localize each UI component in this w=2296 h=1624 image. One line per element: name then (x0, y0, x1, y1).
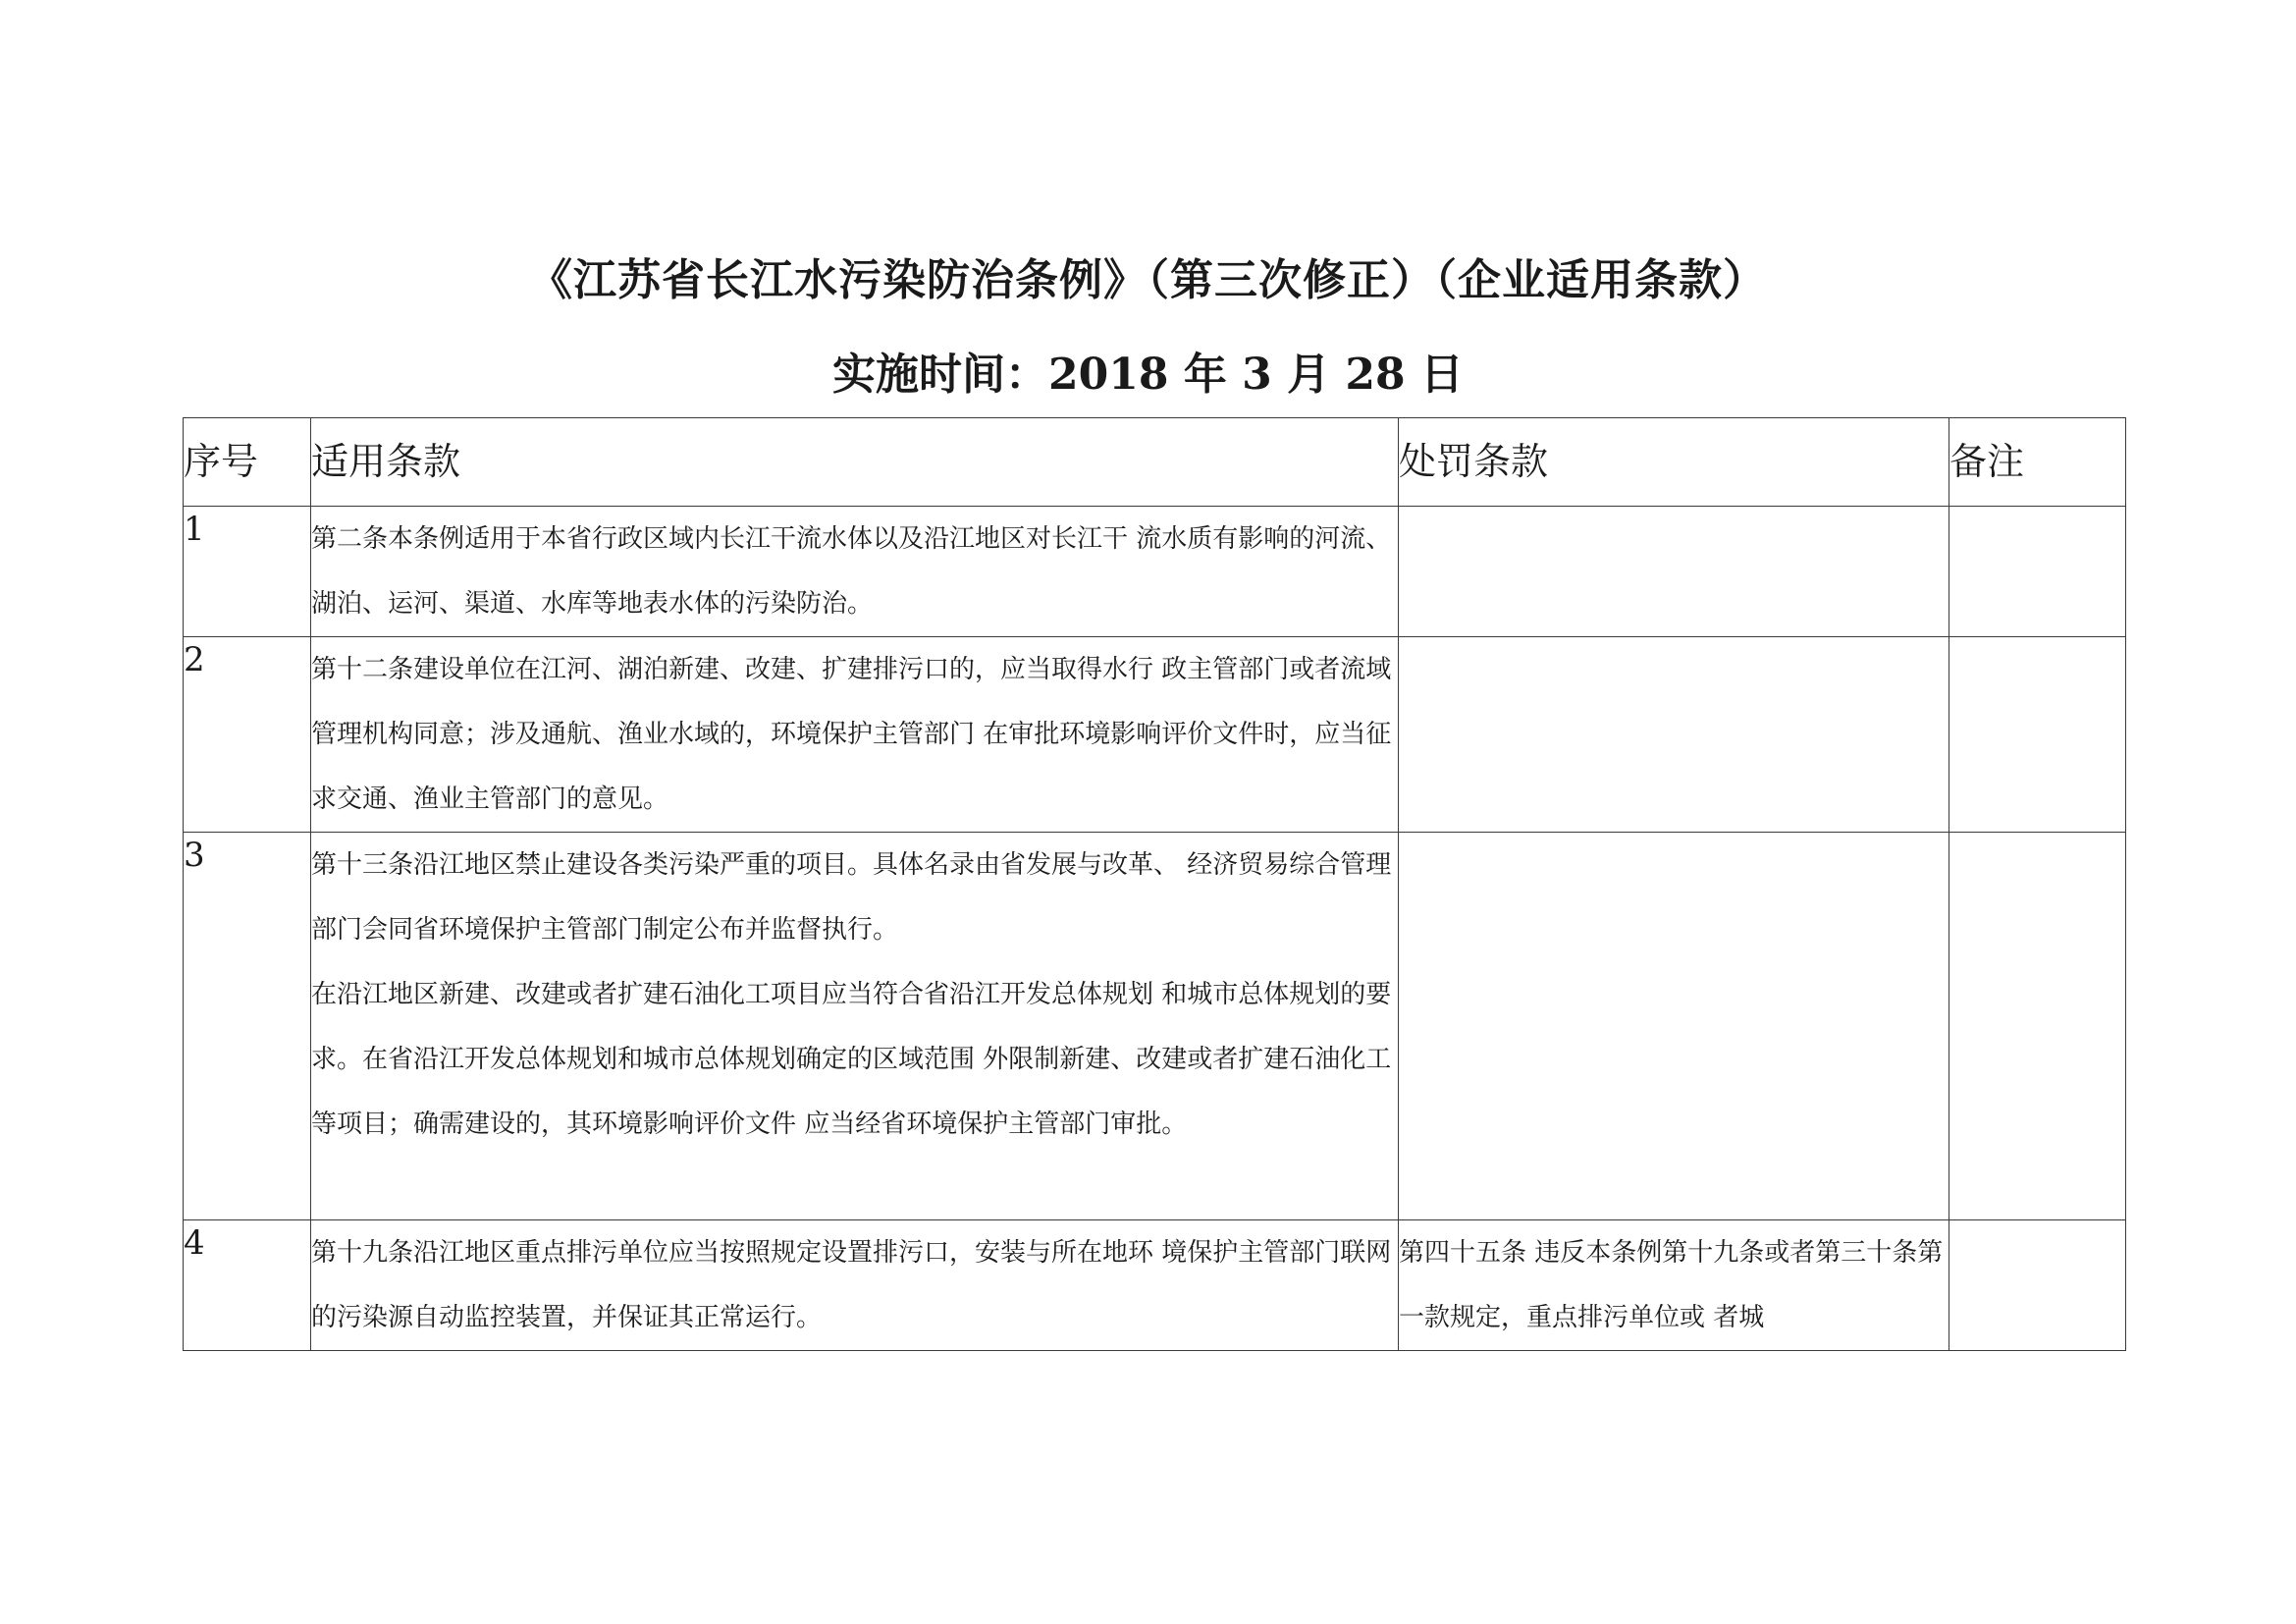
clause-paragraph: 第十九条沿江地区重点排污单位应当按照规定设置排污口，安装与所在地环 境保护主管部门联网的污染源自动监控装置，并保证其正常运行。 (311, 1238, 1392, 1332)
row-number: 4 (184, 1220, 311, 1351)
document-subtitle: 实施时间：2018 年 3 月 28 日 (832, 350, 1464, 400)
table-row (184, 637, 2126, 833)
clause-paragraph: 第十三条沿江地区禁止建设各类污染严重的项目。具体名录由省发展与改革、 经济贸易综合管理部门会同省环境保护主管部门制定公布并监督执行。 (311, 850, 1392, 945)
note-cell (1949, 1220, 2126, 1351)
clause-cell (311, 637, 1399, 833)
table-row (184, 507, 2126, 637)
header-penalty: 处罚条款 (1399, 418, 1949, 507)
clause-paragraph: 在沿江地区新建、改建或者扩建石油化工项目应当符合省沿江开发总体规划 和城市总体规划的要求。在省沿江开发总体规划和城市总体规划确定的区域范围 外限制新建、改建或者扩建石油化工等项目；确需建设的，其环境影响评价文件 应当经省环境保护主管部门审批。 (311, 980, 1392, 1139)
clause-paragraph: 第二条本条例适用于本省行政区域内长江干流水体以及沿江地区对长江干 流水质有影响的河流、湖泊、运河、渠道、水库等地表水体的污染防治。 (311, 524, 1392, 619)
note-cell (1949, 833, 2126, 1220)
header-note: 备注 (1949, 418, 2126, 507)
row-number: 1 (184, 507, 311, 637)
row-number: 3 (184, 833, 311, 1220)
penalty-cell: 第四十五条 违反本条例第十九条或者第三十条第一款规定，重点排污单位或 者城 (1399, 1220, 1949, 1351)
table-row (184, 1220, 2126, 1351)
header-no: 序号 (184, 418, 311, 507)
header-clause: 适用条款 (311, 418, 1399, 507)
clause-paragraph: 第十二条建设单位在江河、湖泊新建、改建、扩建排污口的，应当取得水行 政主管部门或者流域管理机构同意；涉及通航、渔业水域的，环境保护主管部门 在审批环境影响评价文件时，应当征求交通、渔业主管部门的意见。 (311, 655, 1392, 814)
document-title: 《江苏省长江水污染防治条例》（第三次修正）（企业适用条款） (529, 255, 1767, 305)
clause-cell (311, 507, 1399, 637)
penalty-cell (1399, 507, 1949, 637)
table-row (184, 833, 2126, 1220)
clauses-table (183, 417, 2126, 1351)
table-header-row (184, 418, 2126, 507)
penalty-cell (1399, 637, 1949, 833)
penalty-cell (1399, 833, 1949, 1220)
row-number: 2 (184, 637, 311, 833)
clause-cell (311, 833, 1399, 1220)
clause-cell (311, 1220, 1399, 1351)
note-cell (1949, 507, 2126, 637)
note-cell (1949, 637, 2126, 833)
